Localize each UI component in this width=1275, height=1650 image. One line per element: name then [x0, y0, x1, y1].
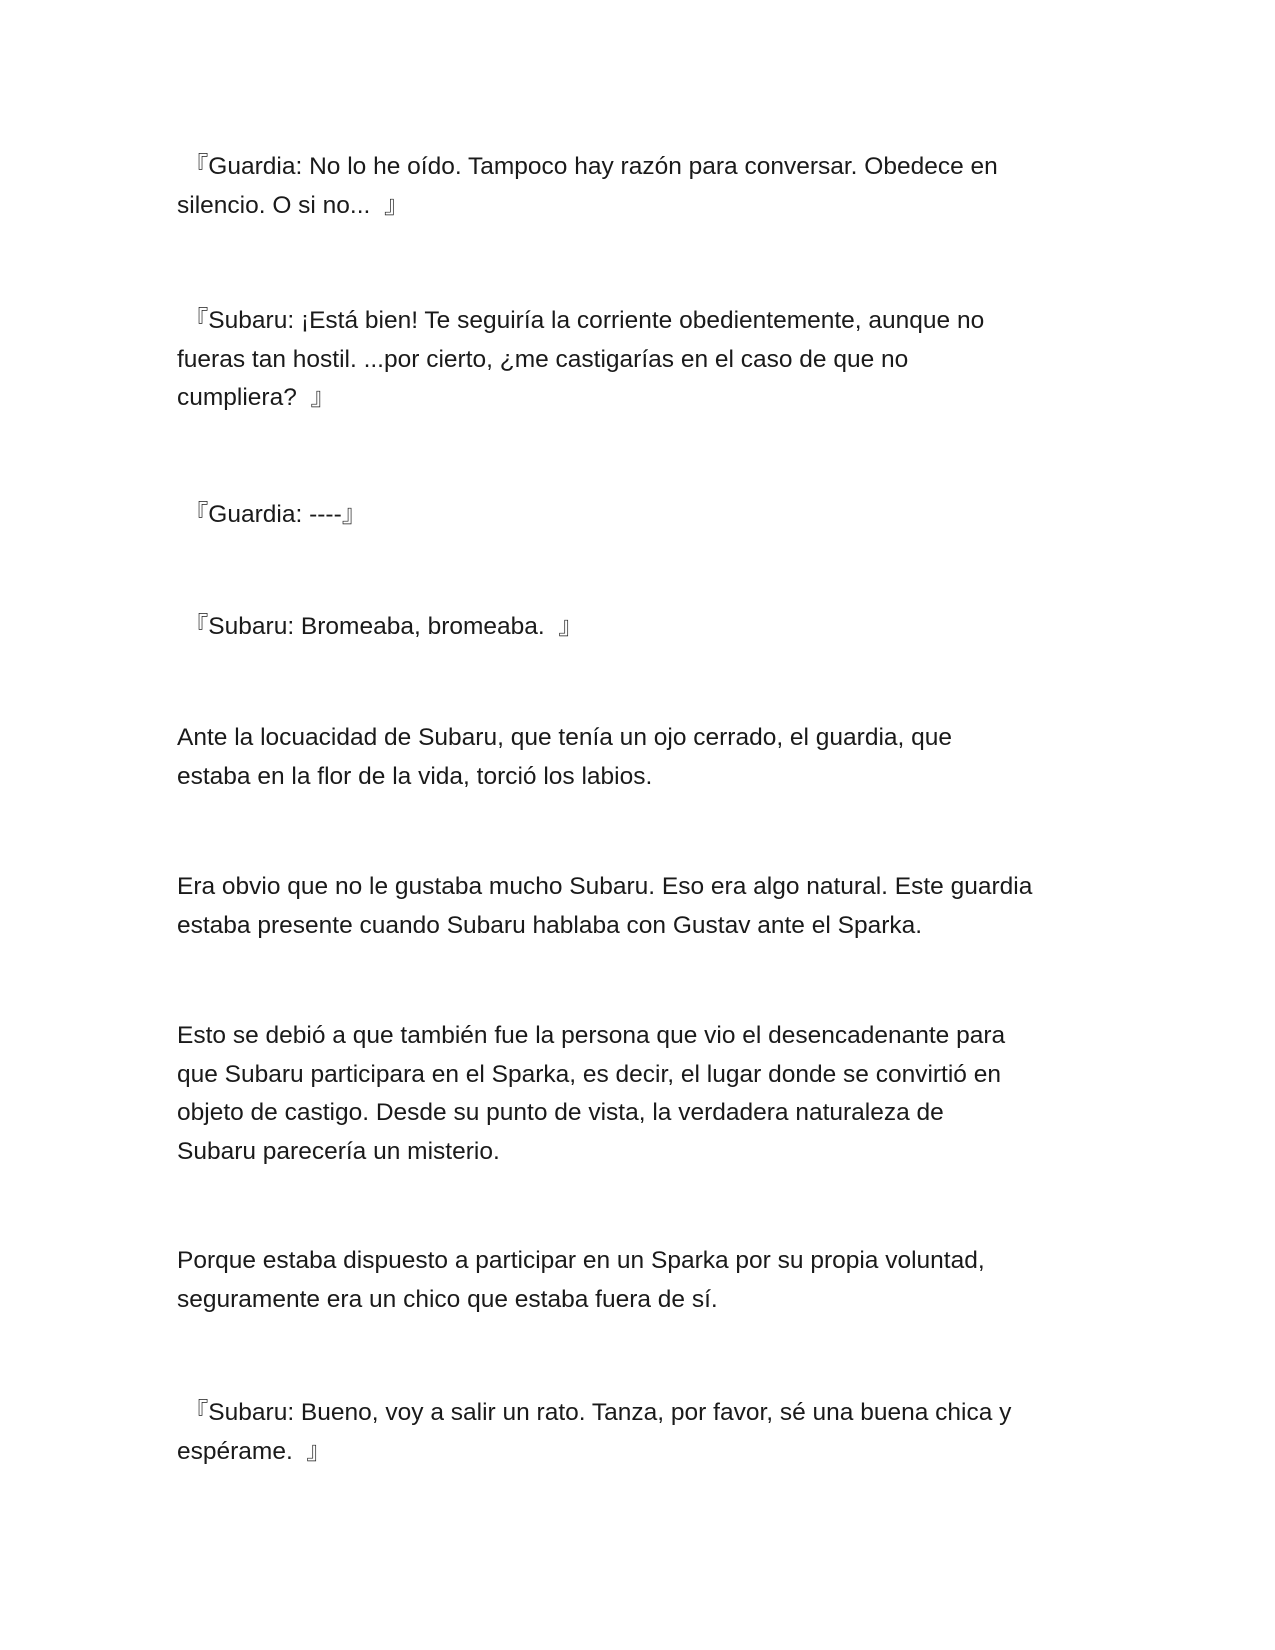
dialogue-paragraph-guardia-2: 『Guardia: ----』: [177, 501, 367, 528]
narration-paragraph-4: Porque estaba dispuesto a participar en un Sparka por su propia voluntad, seguramente era un chico que estaba fuera de sí.: [177, 1247, 985, 1313]
narration-paragraph-2: Era obvio que no le gustaba mucho Subaru. Eso era algo natural. Este guardia estaba presente cuando Subaru hablaba con Gustav ante el Sparka.: [177, 873, 1033, 939]
dialogue-paragraph-subaru-2: 『Subaru: Bromeaba, bromeaba. 』: [177, 613, 583, 640]
dialogue-paragraph-subaru-3: 『Subaru: Bueno, voy a salir un rato. Tanza, por favor, sé una buena chica y espérame. 』: [177, 1399, 1012, 1465]
narration-paragraph-3: Esto se debió a que también fue la persona que vio el desencadenante para que Subaru participara en el Sparka, es decir, el lugar donde se convirtió en objeto de castigo. Desde su punto de vista, la verdadera naturaleza de Subaru parecería un misterio.: [177, 1022, 1006, 1165]
dialogue-paragraph-subaru-1: 『Subaru: ¡Está bien! Te seguiría la corriente obedientemente, aunque no fueras tan hostil. ...por cierto, ¿me castigarías en el caso de que no cumpliera? 』: [177, 307, 985, 411]
narration-paragraph-1: Ante la locuacidad de Subaru, que tenía un ojo cerrado, el guardia, que estaba en la flor de la vida, torció los labios.: [177, 724, 953, 790]
dialogue-paragraph-guardia-1: 『Guardia: No lo he oído. Tampoco hay razón para conversar. Obedece en silencio. O si no... 』: [177, 153, 998, 219]
